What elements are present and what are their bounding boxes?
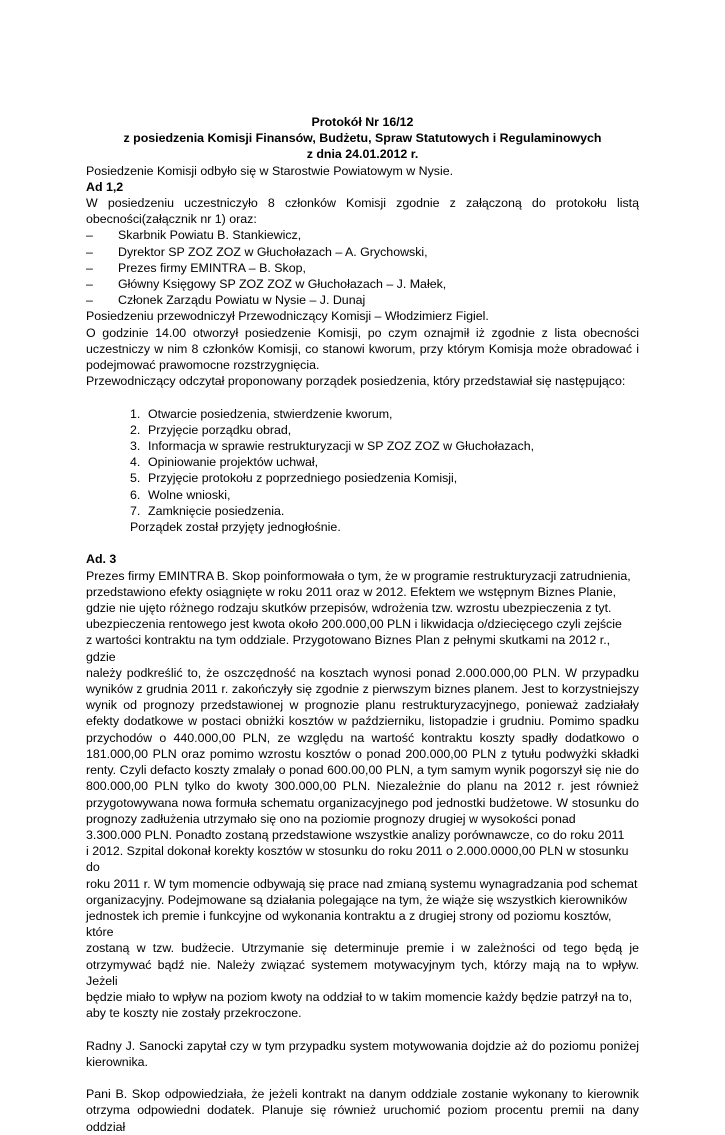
skop-answer: Pani B. Skop odpowiedziała, że jeżeli kontrakt na danym oddziale zostanie wykonany to kierownik otrzyma odpowiedni dodatek. Planuje się również uruchomić poziom procentu premii na dany oddział	[86, 1087, 639, 1134]
paragraph-line: aby te koszty nie zostały przekroczone.	[86, 1006, 302, 1021]
agenda-number: 4.	[130, 455, 141, 470]
agenda-item	[86, 406, 639, 422]
document-subtitle: z posiedzenia Komisji Finansów, Budżetu, Spraw Statutowych i Regulaminowych	[123, 131, 602, 146]
paragraph-line: i 2012. Szpital dokonał korekty kosztów w stosunku do roku 2011 o 2.000.0000,00 PLN w stosunku do	[86, 844, 629, 875]
section-heading-ad3: Ad. 3	[86, 552, 117, 567]
agenda-text: Przyjęcie protokołu z poprzedniego posiedzenia Komisji,	[148, 471, 458, 486]
paragraph-line: będzie miało to wpływ na poziom kwoty na oddział to w takim momencie każdy będzie patrzył na to,	[86, 989, 633, 1004]
restructuring-paragraph: należy podkreślić to, że oszczędność na kosztach wynosi ponad 2.000.000,00 PLN. W przypadku wyników z grudnia 2011 r. zakończyły się zgodnie z pierwszym biznes planem. Jest to korzystniejszy wynik od prognozy przedstawionej w prognozie planu restrukturyzacyjnego, ponieważ zadziałały efekty dodatkowe w postaci obniżki kosztów w październiku, listopadzie i grudniu. Pomimo spadku przychodów o 440.000,00 PLN, ze względu na wartość kontraktu koszty spadły dodatkowo o 181.000,00 PLN oraz pomimo wzrostu kosztów o ponad 200.000,00 PLN z tytułu podwyżki składki renty. Czyli defacto koszty zmalały o ponad 600.00,00 PLN, a tym samym wynik pogorszył się nie do 800.000,00 PLN tylko do kwoty 300.000,00 PLN. Niezależnie do planu na 2012 r. jest również przygotowywana nowa formuła schematu organizacyjnego pod jednostki budżetowe. W stosunku do prognozy zadłużenia utrzymało się ono na poziomie prognozy drugiej w wysokości ponad	[86, 665, 639, 826]
agenda-number: 6.	[130, 487, 141, 502]
list-item: – Prezes firmy EMINTRA – B. Skop,	[86, 260, 639, 276]
paragraph-line: z wartości kontraktu na tym oddziale. Przygotowano Biznes Plan z pełnymi skutkami na 2012 r., gdzie	[86, 633, 611, 664]
agenda-text: Otwarcie posiedzenia, stwierdzenie kworum,	[148, 406, 393, 421]
agenda-accepted-note: Porządek został przyjęty jednogłośnie.	[130, 520, 341, 535]
agenda-item	[86, 487, 639, 503]
agenda-number: 1.	[130, 406, 141, 421]
paragraph-line: Prezes firmy EMINTRA B. Skop poinformowała o tym, że w programie restrukturyzacji zatrudnienia,	[86, 568, 631, 583]
agenda-item	[86, 454, 639, 470]
budget-paragraph: zostaną w tzw. budżecie. Utrzymanie się determinuje premie i w zależności od tego będą je otrzymywać bądź nie. Należy związać systemem motywacyjnym tych, którzy mają na to wpływ. Jeżeli	[86, 941, 639, 988]
paragraph-line: gdzie nie ujęto różnego rodzaju skutków przepisów, wdrożenia tzw. wzrostu ubezpieczenia z tyt.	[86, 601, 612, 616]
agenda-text: Opiniowanie projektów uchwał,	[148, 455, 319, 470]
paragraph-line: 3.300.000 PLN. Ponadto zostaną przedstawione wszystkie analizy porównawcze, co do roku 2011	[86, 827, 625, 842]
intro-paragraph: Posiedzenie Komisji odbyło się w Starostwie Powiatowym w Nysie.	[86, 163, 454, 178]
agenda-item	[86, 422, 639, 438]
list-item: – Główny Księgowy SP ZOZ ZOZ w Głuchołazach – J. Małek,	[86, 276, 639, 292]
document-title: Protokół Nr 16/12	[311, 115, 414, 129]
agenda-text: Zamknięcie posiedzenia.	[148, 503, 285, 518]
paragraph-line: ubezpieczenia rentowego jest kwota około 200.000,00 PLN i likwidacja o/dziecięcego czyli zejście	[86, 617, 622, 632]
spacer	[86, 535, 639, 551]
document-date: z dnia 24.01.2012 r.	[306, 147, 419, 162]
document-page	[86, 114, 639, 1135]
agenda-item	[86, 438, 639, 454]
agenda-intro: Przewodniczący odczytał proponowany porządek posiedzenia, który przedstawiał się następująco:	[86, 374, 626, 389]
agenda-item	[86, 470, 639, 486]
agenda-number: 5.	[130, 471, 141, 486]
chair-paragraph: Posiedzeniu przewodniczył Przewodniczący Komisji – Włodzimierz Figiel.	[86, 309, 489, 324]
agenda-text: Wolne wnioski,	[148, 487, 231, 502]
paragraph-line: roku 2011 r. W tym momencie odbywają się prace nad zmianą systemu wynagradzania pod schemat	[86, 876, 638, 891]
guest-list	[86, 227, 639, 308]
paragraph-line: jednostek ich premie i funkcyjne od wykonania kontraktu a z drugiej strony od poziomu kosztów, które	[86, 908, 612, 940]
agenda-text: Informacja w sprawie restrukturyzacji w SP ZOZ ZOZ w Głuchołazach,	[148, 439, 535, 454]
paragraph-line: przedstawiono efekty osiągnięte w roku 2011 oraz w 2012. Efektem we wstępnym Biznes Planie,	[86, 584, 617, 599]
list-item: – Dyrektor SP ZOZ ZOZ w Głuchołazach – A. Grychowski,	[86, 244, 639, 260]
spacer	[86, 389, 639, 405]
agenda-number: 3.	[130, 439, 141, 454]
attendance-paragraph: W posiedzeniu uczestniczyło 8 członków Komisji zgodnie z załączoną do protokołu listą obecności(załącznik nr 1) oraz:	[86, 196, 639, 227]
agenda-number: 2.	[130, 422, 141, 437]
agenda-item	[86, 503, 639, 519]
sanocki-question: Radny J. Sanocki zapytał czy w tym przypadku system motywowania dojdzie aż do poziomu poniżej kierownika.	[86, 1038, 639, 1069]
agenda-number: 7.	[130, 503, 141, 518]
list-item: – Skarbnik Powiatu B. Stankiewicz,	[86, 227, 639, 243]
list-item: – Członek Zarządu Powiatu w Nysie – J. Dunaj	[86, 292, 639, 308]
spacer	[86, 1070, 639, 1086]
agenda-text: Przyjęcie porządku obrad,	[148, 422, 292, 437]
quorum-paragraph: O godzinie 14.00 otworzył posiedzenie Komisji, po czym oznajmił iż zgodnie z lista obecności uczestniczy w nim 8 członków Komisji, co stanowi kworum, przy którym Komisja może obradować i podejmować prawomocne rozstrzygnięcia.	[86, 325, 639, 373]
section-heading-ad12: Ad 1,2	[86, 179, 124, 194]
paragraph-line: organizacyjny. Podejmowane są działania polegające na tym, że wiąże się wszystkich kierowników	[86, 892, 628, 907]
agenda-list	[86, 406, 639, 519]
